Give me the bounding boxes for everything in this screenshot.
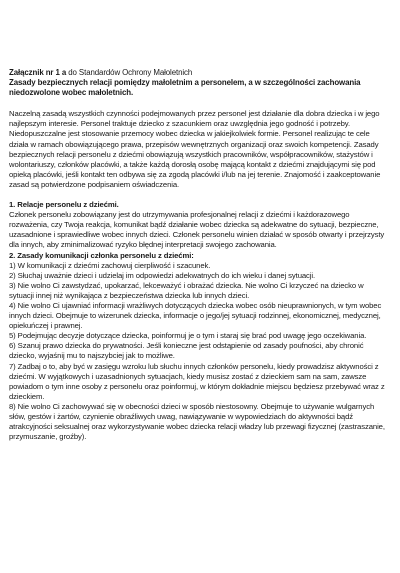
rule-item-6: 6) Szanuj prawo dziecka do prywatności. Jeśli konieczne jest odstąpienie od zasady poufności, aby chronić dziecko, wyjaśnij mu to najszybciej jak to możliwe.	[9, 341, 364, 361]
document-subtitle: Zasady bezpiecznych relacji pomiędzy małoletnim a personelem, a w szczególności zachowania niedozwolone wobec małoletnich.	[9, 78, 361, 98]
document-title-prefix: Załącznik nr 1 a	[9, 68, 67, 77]
document-title	[9, 68, 390, 78]
section-2-heading: 2. Zasady komunikacji członka personelu z dziećmi:	[9, 250, 194, 260]
rule-item-2: 2) Słuchaj uważnie dzieci i udzielaj im odpowiedzi adekwatnych do ich wieku i danej sytuacji.	[9, 270, 316, 280]
rule-item-8: 8) Nie wolno Ci zachowywać się w obecności dzieci w sposób niestosowny. Obejmuje to używanie wulgarnych słów, gestów i żartów, czynienie obraźliwych uwag, nawiązywanie w wypowiedziach do aktywności bądź atrakcyjności seksualnej oraz wykorzystywanie wobec dziecka relacji władzy lub przewagi fizycznej (zastraszanie, przymuszanie, groźby).	[9, 401, 385, 442]
rule-item-3: 3) Nie wolno Ci zawstydzać, upokarzać, lekceważyć i obrażać dziecka. Nie wolno Ci krzyczeć na dziecko w sytuacji innej niż wynikająca z bezpieczeństwa dziecka lub innych dzieci.	[9, 280, 364, 300]
rule-item-1: 1) W komunikacji z dziećmi zachowuj cierpliwość i szacunek.	[9, 260, 211, 270]
section-1-heading: 1. Relacje personelu z dziećmi.	[9, 200, 119, 210]
section-1-body: Członek personelu zobowiązany jest do utrzymywania profesjonalnej relacji z dziećmi i każdorazowego rozważenia, czy Twoja reakcja, komunikat bądź działanie wobec dziecka są adekwatne do sytuacji, bezpieczne, uzasadnione i sprawiedliwe wobec innych dzieci. Członek personelu winien działać w sposób otwarty i przejrzysty dla innych, aby zminimalizować ryzyko błędnej interpretacji swojego zachowania.	[9, 210, 385, 250]
rule-item-4: 4) Nie wolno Ci ujawniać informacji wrażliwych dotyczących dziecka wobec osób nieuprawnionych, w tym wobec innych dzieci. Obejmuje to wizerunek dziecka, informacje o jego/jej sytuacji rodzinnej, ekonomicznej, medycznej, opiekuńczej i prawnej.	[9, 300, 382, 331]
rule-item-5: 5) Podejmując decyzje dotyczące dziecka, poinformuj je o tym i staraj się brać pod uwagę jego oczekiwania.	[9, 331, 367, 341]
intro-paragraph: Naczelną zasadą wszystkich czynności podejmowanych przez personel jest działanie dla dobra dziecka i w jego najlepszym interesie. Personel traktuje dziecko z szacunkiem oraz uwzględnia jego godność i potrzeby. Niedopuszczalne jest stosowanie przemocy wobec dziecka w jakiejkolwiek formie. Personel realizując te cele działa w ramach obowiązującego prawa, przepisów wewnętrznych organizacji oraz swoich kompetencji. Zasady bezpiecznych relacji personelu z dziećmi obowiązują wszystkich pracowników, współpracowników, stażystów i wolontariuszy, członków placówki, a także każdą dorosłą osobę mającą kontakt z dziećmi znajdującymi się pod opieką placówki, jeśli kontakt ten odbywa się za zgodą placówki i/lub na jej terenie. Znajomość i zaakceptowanie zasad są potwierdzone podpisaniem oświadczenia.	[9, 109, 381, 189]
rule-item-7: 7) Zadbaj o to, aby być w zasięgu wzroku lub słuchu innych członków personelu, kiedy prowadzisz aktywności z dziećmi. W wyjątkowych i uzasadnionych sytuacjach, kiedy musisz zostać z dzieckiem sam na sam, zawsze powiadom o tym inne osoby z personelu oraz poinformuj, w którym dokładnie miejscu będziesz przebywać wraz z dzieckiem.	[9, 361, 385, 401]
document-title-suffix: do Standardów Ochrony Małoletnich	[66, 68, 193, 77]
